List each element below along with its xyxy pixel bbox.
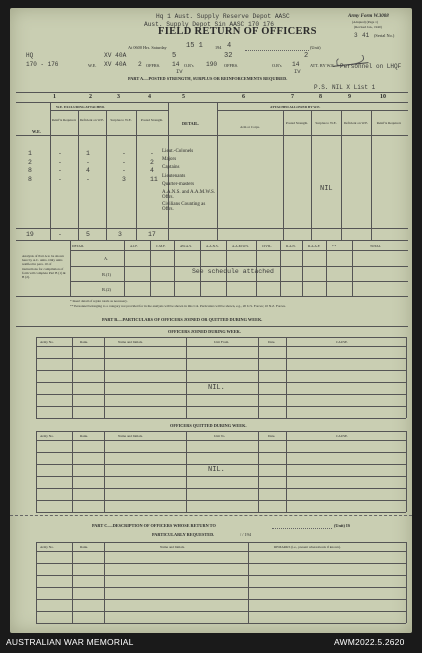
col-deficient2-header: Deficient on W.E. — [343, 121, 369, 125]
analysis-raaf: R.A.A.F. — [308, 244, 321, 248]
quit-col-date: Date. — [268, 434, 276, 438]
year-suffix: 4 — [227, 42, 232, 50]
col-num-4: 4 — [148, 94, 151, 100]
analysis-aans: A.A.N.S. — [206, 244, 219, 248]
col-num-5: 5 — [182, 94, 185, 100]
rank-majors: Majors — [162, 157, 177, 163]
analysis-cmf: C.M.F. — [156, 244, 166, 248]
at-label: At 0600 Hrs. Saturday — [128, 45, 167, 50]
posted-val-major: 2 — [150, 158, 154, 166]
joined-col-cause: CAUSE. — [336, 340, 348, 344]
analysis-row-b2: B.(2) — [102, 287, 111, 292]
perforation-line — [10, 515, 412, 516]
or-value-5: IV — [294, 68, 301, 75]
part-a-heading: PART A.—POSTED STRENGTH, SURPLUS OR REINFORCEMENTS REQUIRED. — [128, 76, 288, 81]
joined-col-unit: Unit From. — [214, 340, 230, 344]
joined-col-army-no: Army No. — [40, 340, 54, 344]
quit-col-cause: CAUSE. — [336, 434, 348, 438]
joined-col-name: Name and Initials. — [118, 340, 143, 344]
analysis-row-a: A. — [104, 256, 109, 261]
col-posted2-header: Posted Strength. — [285, 121, 309, 125]
rank-civilians: Civilians Counting as Offrs. — [162, 201, 206, 213]
col-num-6: 6 — [242, 94, 245, 100]
posted-values: - 2 4 11 — [150, 150, 158, 183]
rank-captains: Captains — [162, 165, 180, 171]
deficient-val-lt-col: 1 — [86, 150, 90, 157]
analysis-other: * * — [332, 244, 337, 248]
attached-allowed: ATTACHED ALLOWED BY W.E. — [270, 105, 321, 109]
personnel-note: Personnel on LHQF — [340, 63, 402, 70]
we-val-lt-col: 1 — [28, 150, 32, 157]
see-schedule: See schedule attached — [192, 268, 274, 275]
attached-nil: NIL — [320, 185, 333, 193]
footer-accession: AWM2022.5.2620 — [334, 637, 405, 647]
col-detail-header: DETAIL. — [182, 121, 200, 126]
part-c-date: / / 194 — [240, 532, 251, 537]
analysis-row-b1: B.(1) — [102, 272, 111, 277]
or-value-2: 190 — [206, 61, 218, 68]
joined-col-date: Date. — [268, 340, 276, 344]
col-num-3: 3 — [117, 94, 120, 100]
quit-col-army-no: Army No. — [40, 434, 54, 438]
officers-label: OFFRS. — [146, 63, 161, 68]
serial-label: (Serial No.) — [374, 33, 395, 38]
analysis-aamws: A.A.M.W.S. — [232, 244, 249, 248]
col-we-header: W.E. — [32, 129, 41, 134]
c-col-army-no: Army No. — [40, 545, 54, 549]
form-code: Army Form W.3008 — [348, 14, 389, 19]
hq-units: 170 - 176 — [26, 61, 59, 68]
ps-note: P.S. NIL X List 1 — [314, 84, 376, 91]
part-b-heading: PART B.—PARTICULARS OF OFFICERS JOINED OR QUITTED DURING WEEK. — [102, 317, 263, 322]
att-label: ATT. BY W.E. — [310, 63, 335, 68]
quit-col-rank: Rank. — [80, 434, 89, 438]
we-value-2: XV 40A — [104, 61, 127, 68]
dash-col-1: - - - - — [58, 150, 62, 183]
col-surplus-header: Surplus to W.E. — [110, 118, 132, 122]
we-val-major: 2 — [28, 158, 32, 166]
total-we: 19 — [26, 231, 34, 238]
joined-col-rank: Rank. — [80, 340, 89, 344]
or-value-b: IV — [176, 68, 183, 75]
footer-credit: AUSTRALIAN WAR MEMORIAL — [6, 637, 134, 647]
serial-typed: 41 — [362, 32, 370, 39]
col-posted-header: Posted Strength. — [140, 118, 164, 122]
total-dash: - — [58, 231, 62, 238]
col-num-7: 7 — [291, 94, 294, 100]
rank-quartermasters: Quarter-masters — [162, 181, 195, 187]
col-arm-header: Arm or Corps. — [240, 125, 260, 129]
or-label-1: O.R's — [184, 63, 194, 68]
analysis-total: TOTAL — [370, 244, 381, 248]
return-date: 15 1 — [186, 42, 203, 50]
col-num-8: 8 — [319, 94, 322, 100]
part-c-unit: (Unit) IS — [334, 523, 351, 528]
we-label: W.E. — [88, 63, 97, 68]
surplus-val-lieutenant: 3 — [122, 175, 126, 183]
we-excluding-attached: W.E. EXCLUDING ATTACHED. — [56, 105, 105, 109]
analysis-civil: CIVIL. — [262, 244, 272, 248]
part-c-requested: PARTICULARLY REQUESTED. — [152, 532, 215, 537]
officers-value-2: 2 — [138, 61, 142, 68]
or-value-1: 32 — [224, 52, 233, 60]
part-c-heading: PART C.—DESCRIPTION OF OFFICERS WHOSE RETURN TO — [92, 523, 216, 528]
analysis-detail: DETAIL — [72, 244, 84, 248]
serial-number: 3 — [354, 32, 358, 39]
we-values — [28, 150, 32, 184]
quitted-nil: NIL. — [208, 466, 225, 474]
rank-aans: A.A.N.S. and A.A.M.W.S. Offrs. — [162, 190, 216, 201]
officers-value-1: 5 — [172, 52, 177, 60]
col-surplus2-header: Surplus to W.E. — [315, 121, 337, 125]
joined-nil: NIL. — [208, 384, 225, 392]
form-sub-1: (Adapted) (Page 1) — [352, 20, 378, 24]
year-label: 194 — [215, 45, 222, 50]
or-label-2: O.R's — [272, 63, 282, 68]
field-return-form — [10, 8, 412, 633]
we-val-lieutenant: 8 — [28, 175, 32, 183]
hq-label: HQ — [26, 52, 34, 59]
rank-lieutenants: Lieutenants — [162, 173, 186, 179]
c-col-name: Name and Initials. — [160, 545, 185, 549]
footnote-1: * Insert detail of rejoin totals as necessary. — [70, 299, 128, 303]
posted-val-captain: 4 — [150, 167, 154, 175]
form-title: FIELD RETURN OF OFFICERS — [158, 26, 317, 37]
quitted-heading: OFFICERS QUITTED DURING WEEK. — [170, 423, 247, 428]
surplus-values: - - - 3 — [122, 150, 126, 183]
col-deficient-header: Deficient on W.E. — [79, 118, 105, 122]
we-val-captain: 8 — [28, 167, 32, 175]
total-deficient: 5 — [86, 231, 90, 238]
rank-list — [162, 148, 218, 213]
c-col-rank: Rank. — [80, 545, 89, 549]
or-value-3: 2 — [304, 52, 309, 60]
quit-col-name: Name and Initials. — [118, 434, 143, 438]
deficient-values: 1 - 4 - — [86, 150, 90, 183]
unit-label: (Unit) — [310, 45, 321, 50]
form-sub-2: (Revised Jan., 1940) — [354, 25, 382, 29]
analysis-ran: R.A.N. — [286, 244, 296, 248]
unit-line-2: Aust. Supply Depot Sin AASC 170 176 — [144, 21, 274, 28]
total-surplus: 3 — [118, 231, 122, 238]
col-num-10: 10 — [380, 94, 386, 100]
quit-col-unit: Unit To. — [214, 434, 226, 438]
joined-heading: OFFICERS JOINED DURING WEEK. — [168, 329, 241, 334]
or-value-a: 14 — [172, 61, 180, 68]
col-reinf2-header: Reinf'ts Required. — [376, 121, 402, 125]
or-value-4: 14 — [292, 61, 300, 68]
footnote-2: ** Personnel belonging to a category not provided for in the analysis will be shown in this Col. Particulars will be shown, e.g., 20 U.S. Forces; 10 N.Z. Forces. — [70, 304, 286, 308]
analysis-aif: A.I.F. — [130, 244, 138, 248]
we-value-1: XV 40A — [104, 52, 127, 59]
col-num-2: 2 — [89, 94, 92, 100]
col-num-9: 9 — [348, 94, 351, 100]
analysis-awas: AW.A.S. — [180, 244, 192, 248]
rank-lt-colonels: Lieut.-Colonels — [162, 149, 194, 154]
analysis-note: Analysis of Part A to be shown here by A.C. units. Only units notified in para. 10 of instructions for compilation of form will complete Part B (1) & B (2). — [22, 254, 66, 280]
officers-label-2: OFFRS. — [224, 63, 239, 68]
deficient-val-captain: 4 — [86, 167, 90, 175]
total-posted: 17 — [148, 231, 156, 238]
c-col-remarks: REMARKS (i.e., present whereabouts if known). — [274, 545, 341, 549]
col-num-1: 1 — [53, 94, 56, 100]
posted-val-lieutenant: 11 — [150, 175, 158, 183]
col-reinf-header: Reinf'ts Required. — [51, 118, 77, 122]
unit-line-1: Hq 1 Aust. Supply Reserve Depot AASC — [156, 13, 290, 20]
